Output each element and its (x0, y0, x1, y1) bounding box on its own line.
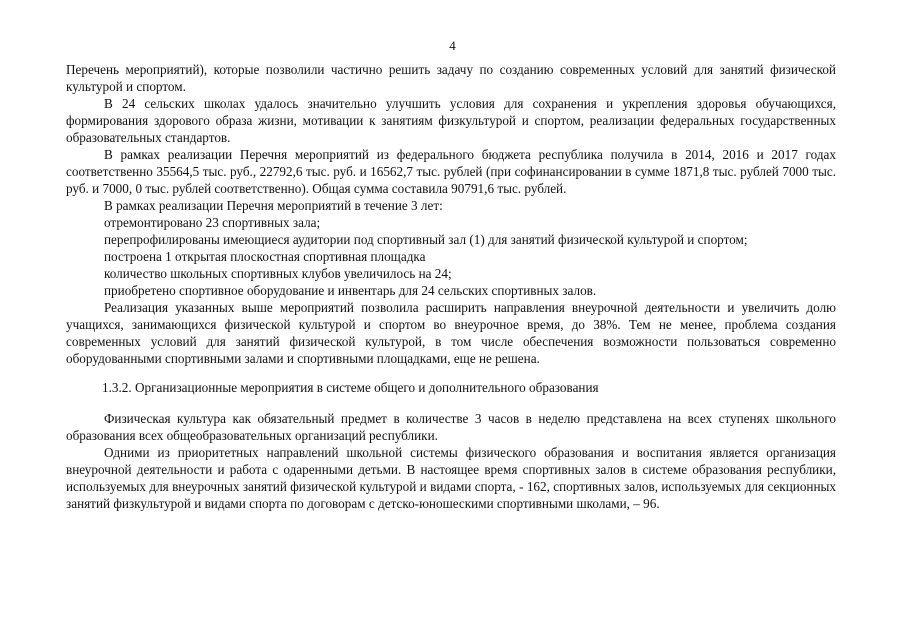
paragraph-4: В рамках реализации Перечня мероприятий в течение 3 лет: (104, 198, 443, 213)
section-heading: 1.3.2. Организационные мероприятия в системе общего и дополнительного образования (102, 380, 599, 395)
document-body (66, 61, 836, 512)
achievements-list (66, 214, 836, 299)
paragraph-2: В 24 сельских школах удалось значительно улучшить условия для сохранения и укрепления здоровья обучающихся, формирования здорового образа жизни, мотивации к занятиям физкультурой и спортом, реализации федеральных государственных образовательных стандартов. (66, 96, 836, 145)
list-item: построена 1 открытая плоскостная спортивная площадка (104, 249, 426, 264)
list-item: приобретено спортивное оборудование и инвентарь для 24 сельских спортивных залов. (104, 283, 597, 298)
list-item: отремонтировано 23 спортивных зала; (104, 215, 321, 230)
list-item: перепрофилированы имеющиеся аудитории под спортивный зал (1) для занятий физической культурой и спортом; (104, 232, 748, 247)
list-item: количество школьных спортивных клубов увеличилось на 24; (104, 266, 452, 281)
paragraph-6: Физическая культура как обязательный предмет в количестве 3 часов в неделю представлена на всех ступенях школьного образования всех общеобразовательных организаций республики. (66, 411, 836, 443)
paragraph-7: Одними из приоритетных направлений школьной системы физического образования и воспитания является организация внеурочной деятельности и работа с одаренными детьми. В настоящее время спортивных залов в системе образования республики, используемых для внеурочных занятий физической культурой и видами спорта, - 162, спортивных залов, используемых для секционных занятий физкультурой и видами спорта по договорам с детско-юношескими спортивными школами, – 96. (66, 445, 836, 511)
paragraph-3: В рамках реализации Перечня мероприятий из федерального бюджета республика получила в 2014, 2016 и 2017 годах соответственно 35564,5 тыс. руб., 22792,6 тыс. руб. и 16562,7 тыс. рублей (при софинансировании в сумме 1871,8 тыс. рублей 7000 тыс. руб. и 7000, 0 тыс. рублей соответственно). Общая сумма составила 90791,6 тыс. рублей. (66, 147, 836, 196)
paragraph-5: Реализация указанных выше мероприятий позволила расширить направления внеурочной деятельности и увеличить долю учащихся, занимающихся физической культурой и спортом во внеурочное время, до 38%. Тем не менее, проблема создания современных условий для занятий физической культурой, в том числе обеспечения возможности пользоваться современно оборудованными спортивными залами и спортивными площадками, еще не решена. (66, 300, 836, 366)
paragraph-1: Перечень мероприятий), которые позволили частично решить задачу по созданию современных условий для занятий физической культурой и спортом. (66, 62, 836, 94)
page-number: 4 (449, 38, 456, 53)
